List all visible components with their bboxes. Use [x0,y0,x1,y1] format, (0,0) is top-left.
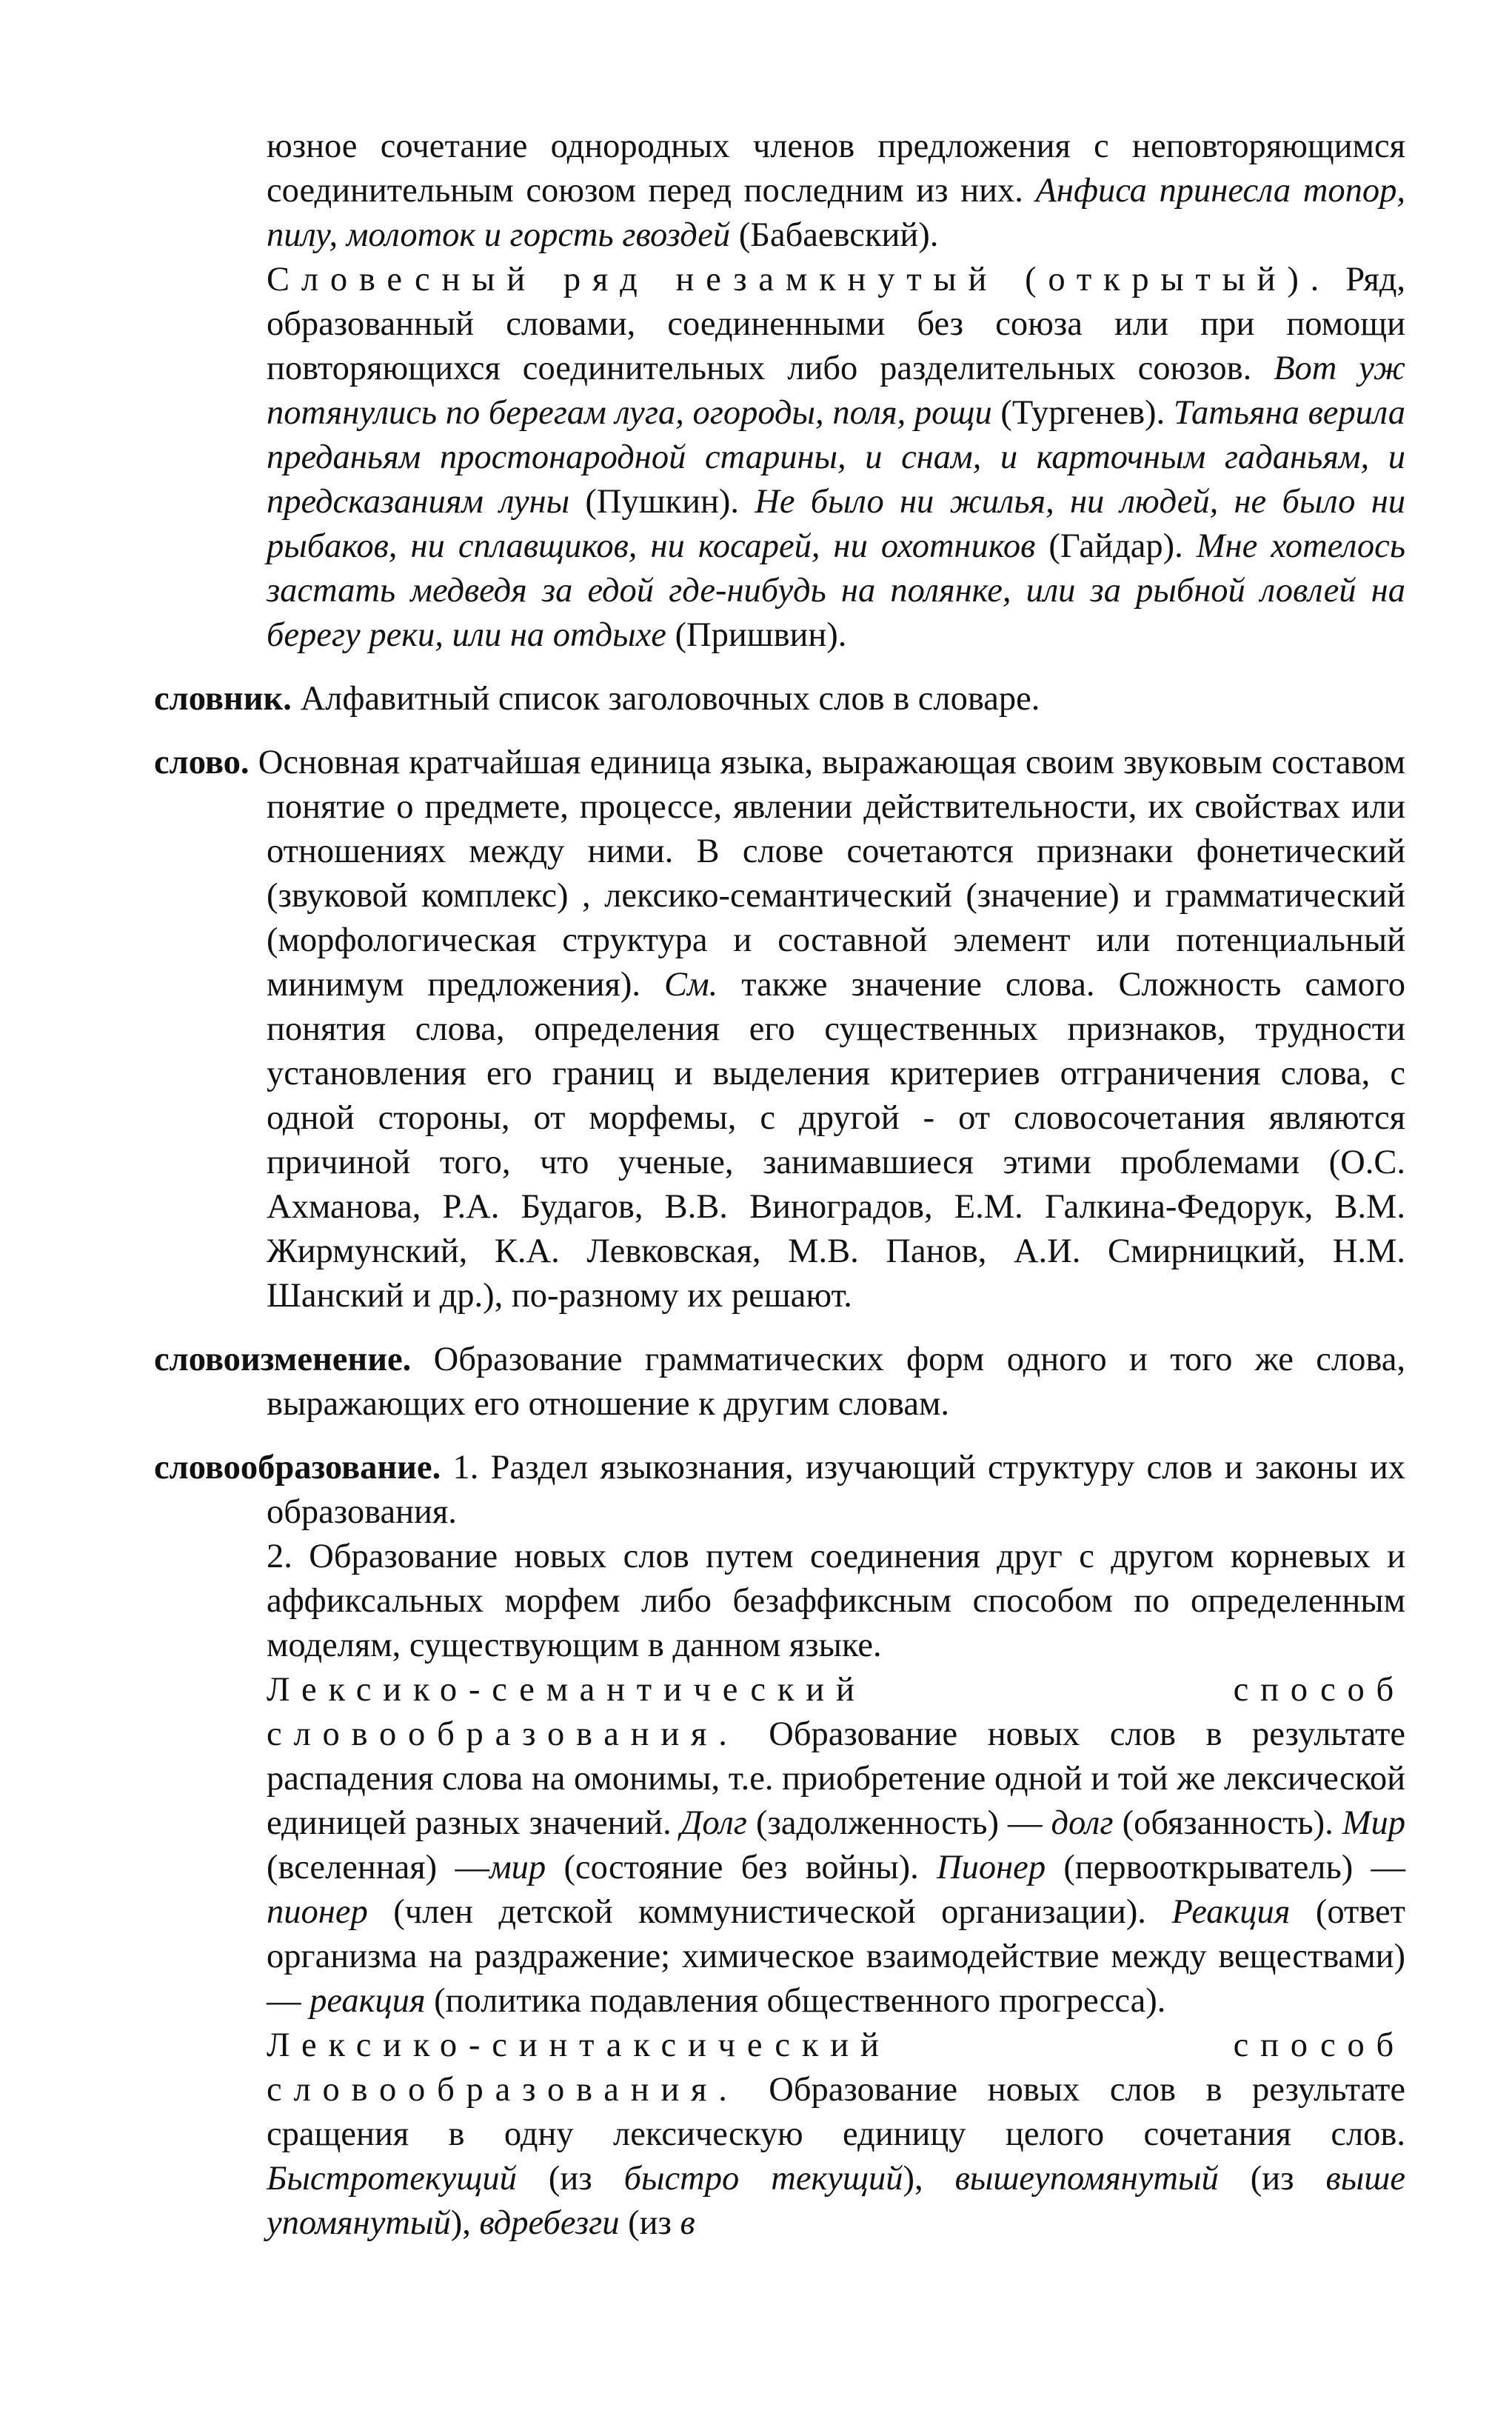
entry-paragraph [154,741,1405,1318]
definition-text: (состояние без войны). [546,1849,937,1886]
dictionary-entry-slovnik [154,677,1405,721]
entry-paragraph [267,258,1405,658]
dictionary-page [154,124,1405,2246]
entry-paragraph [154,677,1405,721]
example-text: выше упомянутый [267,2160,1405,2242]
example-text: мир [489,1849,546,1886]
definition-text: (из [516,2160,624,2198]
definition-text: Образование грамматических форм одного и того же слова, выражающих его отношение к другим словам. [267,1341,1405,1423]
example-text: Мне хотелось застать медведя за едой где-нибудь на полянке, или за рыбной ловлей на берегу реки, или на отдыхе [267,527,1405,654]
entry-headword: словоизменение. [154,1341,412,1378]
definition-text: также значение слова. Сложность самого понятия слова, определения его существенных признаков, трудности установления его границ и выделения критериев отграничения слова, с одной стороны, от морфемы, с другой - от словосочетания являются причиной того, что ученые, занимавшиеся этими проблемами (О.С. Ахманова, Р.А. Будагов, В.В. Виноградов, Е.М. Галкина-Федорук, В.М. Жирмунский, К.А. Левковская, М.В. Панов, А.И. Смирницкий, Н.М. Шанский и др.), по-разному их решают. [267,966,1405,1315]
definition-text: (Тургенев). [991,394,1174,432]
entry-headword: словообразование. [154,1449,441,1487]
definition-text: (Бабаевский). [730,216,939,254]
definition-text: Образование новых слов в результате распадения слова на омонимы, т.е. приобретение одной и той же лексической единицей разных значений. [267,1715,1405,1842]
dictionary-entry-slovo [154,741,1405,1318]
example-text: Вот уж потянулись по берегам луга, огороды, поля, рощи [267,350,1405,432]
definition-text: 1. Раздел языкознания, изучающий структуру слов и законы их образования. [267,1449,1405,1531]
definition-text: (вселенная) — [267,1849,489,1886]
definition-text: (Гайдар). [1035,527,1197,565]
entry-paragraph [267,1535,1405,1668]
example-text: долг [1051,1804,1114,1842]
example-text: См. [663,966,718,1004]
definition-text: (член детской коммунистической организации). [367,1893,1172,1931]
definition-text: (Пушкин). [569,483,755,521]
definition-text: (обязанность). [1113,1804,1342,1842]
subterm-spaced: Словесный ряд незамкнутый (открытый). [267,261,1331,298]
definition-text: ), [450,2204,480,2242]
definition-text: Ряд, образованный словами, соединенными без союза или при помощи повторяющихся соединительных либо разделительных союзов. [267,261,1406,387]
definition-text: (Пришвин). [666,616,847,654]
definition-text: (ответ организма на раздражение; химическое взаимодействие между веществами) — [267,1893,1405,2020]
entry-paragraph [267,124,1405,258]
dictionary-entry-slovoobrazovanie [154,1446,1405,2246]
dictionary-entry-slovoizmenenie [154,1338,1405,1427]
example-text: Пионер [937,1849,1046,1886]
example-text: в [680,2204,695,2242]
definition-text: 2. Образование новых слов путем соединения друг с другом корневых и аффиксальных морфем либо безаффиксным способом по определенным моделям, существующим в данном языке. [267,1538,1405,1664]
example-text: вышеупомянутый [954,2160,1219,2198]
entry-headword: словник. [154,680,292,718]
entry-paragraph [154,1446,1405,1535]
example-text: Быстротекущий [267,2160,517,2198]
definition-text: (задолженность) — [746,1804,1051,1842]
example-text: Долг [680,1804,747,1842]
definition-text: (первооткрыватель) — [1046,1849,1406,1886]
example-text: вдребезги [479,2204,620,2242]
example-text: Анфиса принесла топор, пилу, молоток и горсть гвоздей [267,172,1405,254]
definition-text: (из [1218,2160,1326,2198]
example-text: Реакция [1171,1893,1291,1931]
definition-text: (из [619,2204,680,2242]
definition-text: юзное сочетание однородных членов предложения с неповторяющимся соединительным союзом перед последним из них. [267,127,1405,210]
definition-text: ), [903,2160,955,2198]
definition-text: Образование новых слов в результате сращения в одну лексическую единицу целого сочетания слов. [267,2071,1405,2153]
entry-paragraph [267,1668,1405,2023]
definition-text: Основная кратчайшая единица языка, выражающая своим звуковым составом понятие о предмете, процессе, явлении действительности, их свойствах или отношениях между ними. В слове сочетаются признаки фонетический (звуковой комплекс) , лексико-семантический (значение) и грамматический (морфологическая структура и составной элемент или потенциальный минимум предложения). [249,744,1405,1004]
dictionary-entry-slovesny-ryad-cont [154,124,1405,658]
entry-headword: слово. [154,744,250,781]
example-text: Мир [1342,1804,1405,1842]
example-text: реакция [310,1982,426,2020]
subterm-spaced: Лексико-семантический способ словообразования. [267,1671,1405,1753]
example-text: пионер [267,1893,368,1931]
definition-text: Алфавитный список заголовочных слов в словаре. [291,680,1040,718]
example-text: Татьяна верила преданьям простонародной старины, и снам, и карточным гаданьям, и предсказаниям луны [267,394,1405,521]
example-text: Не было ни жилья, ни людей, не было ни рыбаков, ни сплавщиков, ни косарей, ни охотников [267,483,1406,565]
subterm-spaced: Лексико-синтаксический способ словообразования. [267,2026,1405,2109]
entry-paragraph [267,2023,1405,2246]
entry-paragraph [154,1338,1405,1427]
definition-text: (политика подавления общественного прогресса). [425,1982,1166,2020]
example-text: быстро текущий [623,2160,903,2198]
